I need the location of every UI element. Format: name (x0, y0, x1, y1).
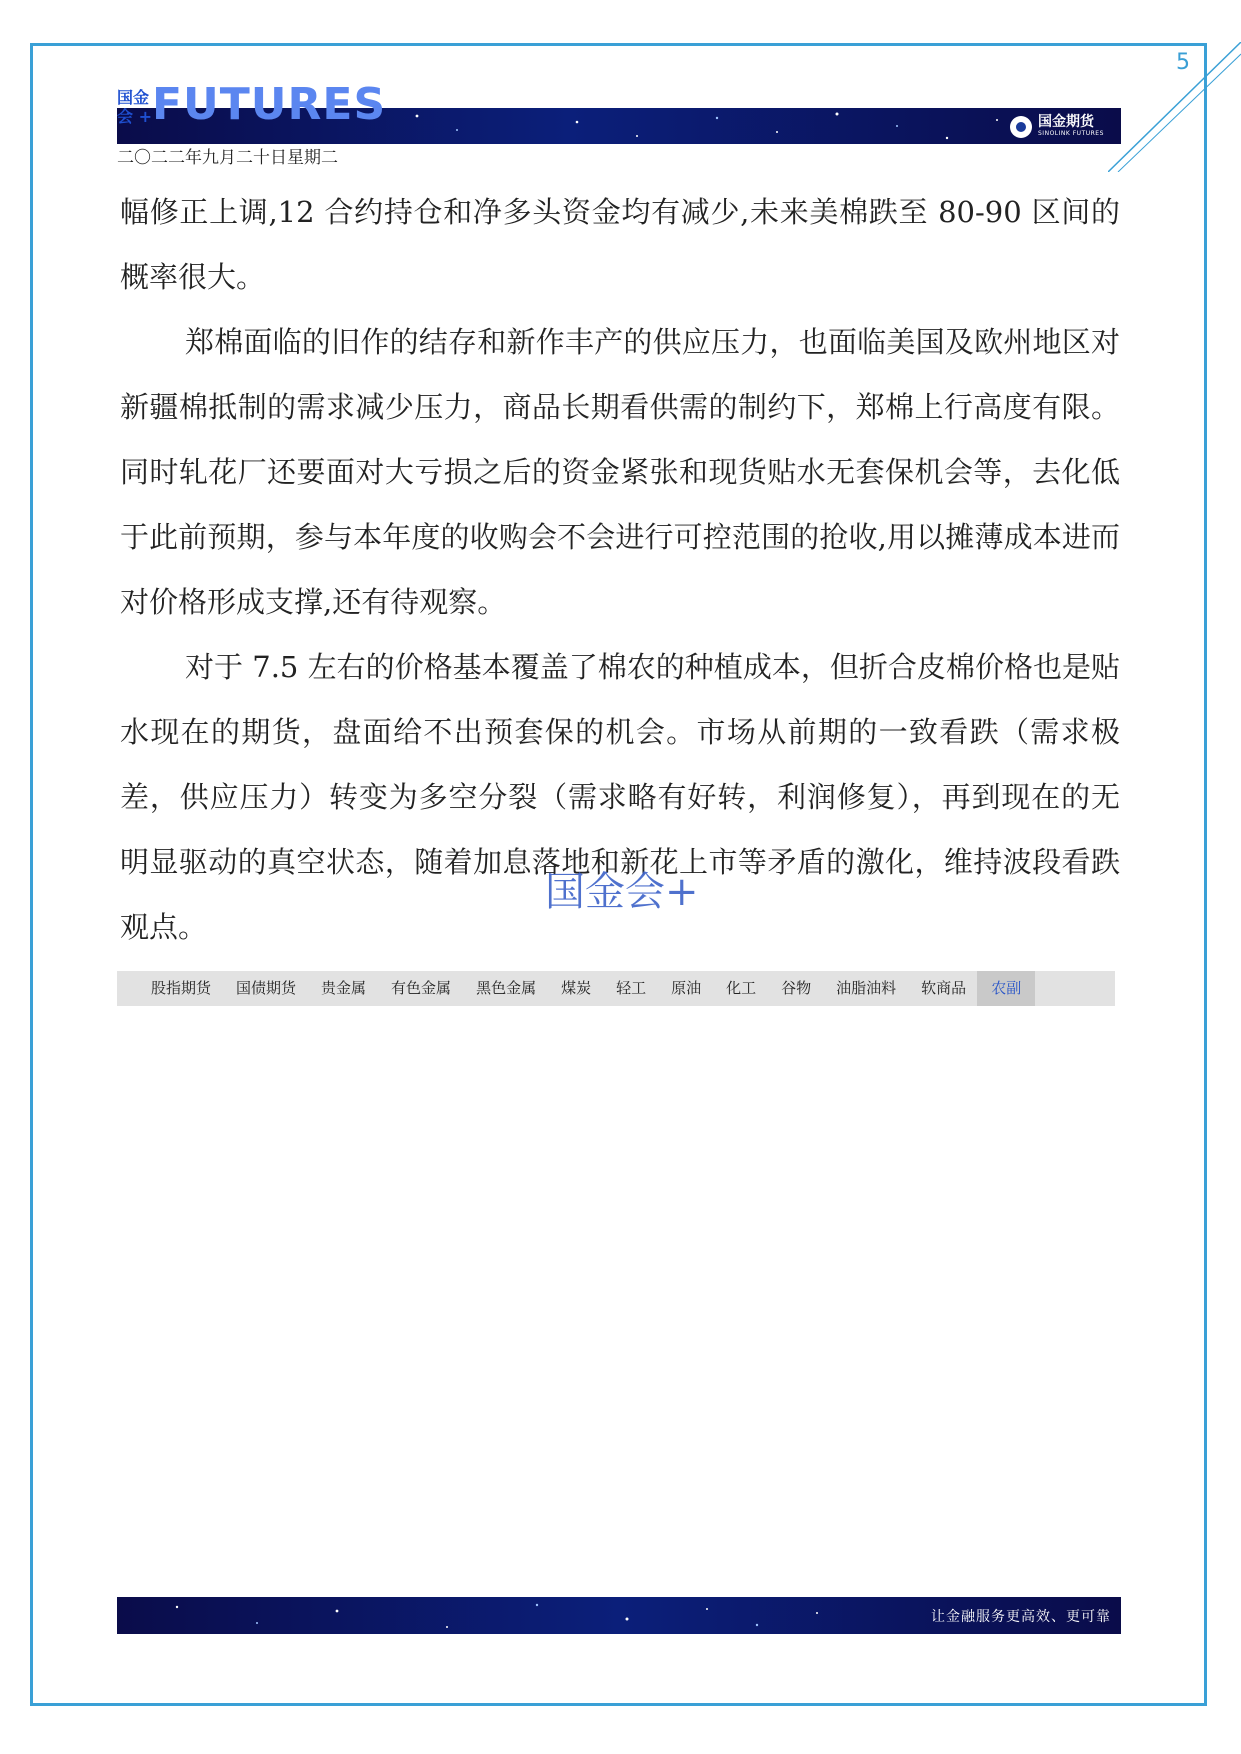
brand-name-cn: 国金期货 (1038, 114, 1094, 130)
footer-banner (117, 1597, 1121, 1634)
nav-item-crude-oil[interactable]: 原油 (671, 979, 702, 997)
nav-item-stock-index-futures[interactable]: 股指期货 (151, 979, 212, 997)
logo-cn-line1: 国金 (117, 88, 150, 107)
nav-item-ferrous-metals[interactable]: 黑色金属 (476, 979, 537, 997)
nav-item-agri-byproducts[interactable]: 农副 (977, 971, 1035, 1006)
nav-item-light-industry[interactable]: 轻工 (616, 979, 647, 997)
nav-item-chemicals[interactable]: 化工 (726, 979, 757, 997)
corner-decoration (1108, 42, 1241, 172)
nav-item-coal[interactable]: 煤炭 (561, 979, 592, 997)
page-number: 5 (1176, 50, 1190, 75)
nav-item-precious-metals[interactable]: 贵金属 (321, 979, 367, 997)
nav-item-grains[interactable]: 谷物 (781, 979, 812, 997)
nav-item-treasury-futures[interactable]: 国债期货 (236, 979, 297, 997)
category-nav-bar (117, 971, 1115, 1006)
paragraph-3: 对于 7.5 左右的价格基本覆盖了棉农的种植成本，但折合皮棉价格也是贴水现在的期货，盘面给不出预套保的机会。市场从前期的一致看跌（需求极差，供应压力）转变为多空分裂（需求略有好转，利润修复），再到现在的无明显驱动的真空状态，随着加息落地和新花上市等矛盾的激化，维持波段看跌观点。 (120, 650, 1120, 944)
watermark-text: 国金会+ (545, 869, 699, 915)
logo-futures-word: FUTURES (152, 79, 387, 130)
nav-item-nonferrous-metals[interactable]: 有色金属 (391, 979, 452, 997)
brand-circle-icon (1010, 116, 1032, 138)
article-body (120, 180, 1120, 960)
paragraph-1: 幅修正上调,12 合约持仓和净多头资金均有减少,未来美棉跌至 80-90 区间的概率很大。 (120, 195, 1120, 294)
nav-item-oils-oilseeds[interactable]: 油脂油料 (836, 979, 897, 997)
brand-name-en: SINOLINK FUTURES (1038, 130, 1104, 137)
nav-item-soft-commodities[interactable]: 软商品 (921, 979, 967, 997)
report-date: 二〇二二年九月二十日星期二 (117, 148, 338, 168)
logo-cn (117, 88, 153, 126)
logo-cn-line2: 会 + (117, 107, 152, 126)
footer-slogan: 让金融服务更高效、更可靠 (931, 1609, 1111, 1625)
paragraph-2: 郑棉面临的旧作的结存和新作丰产的供应压力，也面临美国及欧州地区对新疆棉抵制的需求减少压力，商品长期看供需的制约下，郑棉上行高度有限。同时轧花厂还要面对大亏损之后的资金紧张和现货贴水无套保机会等，去化低于此前预期，参与本年度的收购会不会进行可控范围的抢收,用以摊薄成本进而对价格形成支撑,还有待观察。 (120, 325, 1120, 619)
